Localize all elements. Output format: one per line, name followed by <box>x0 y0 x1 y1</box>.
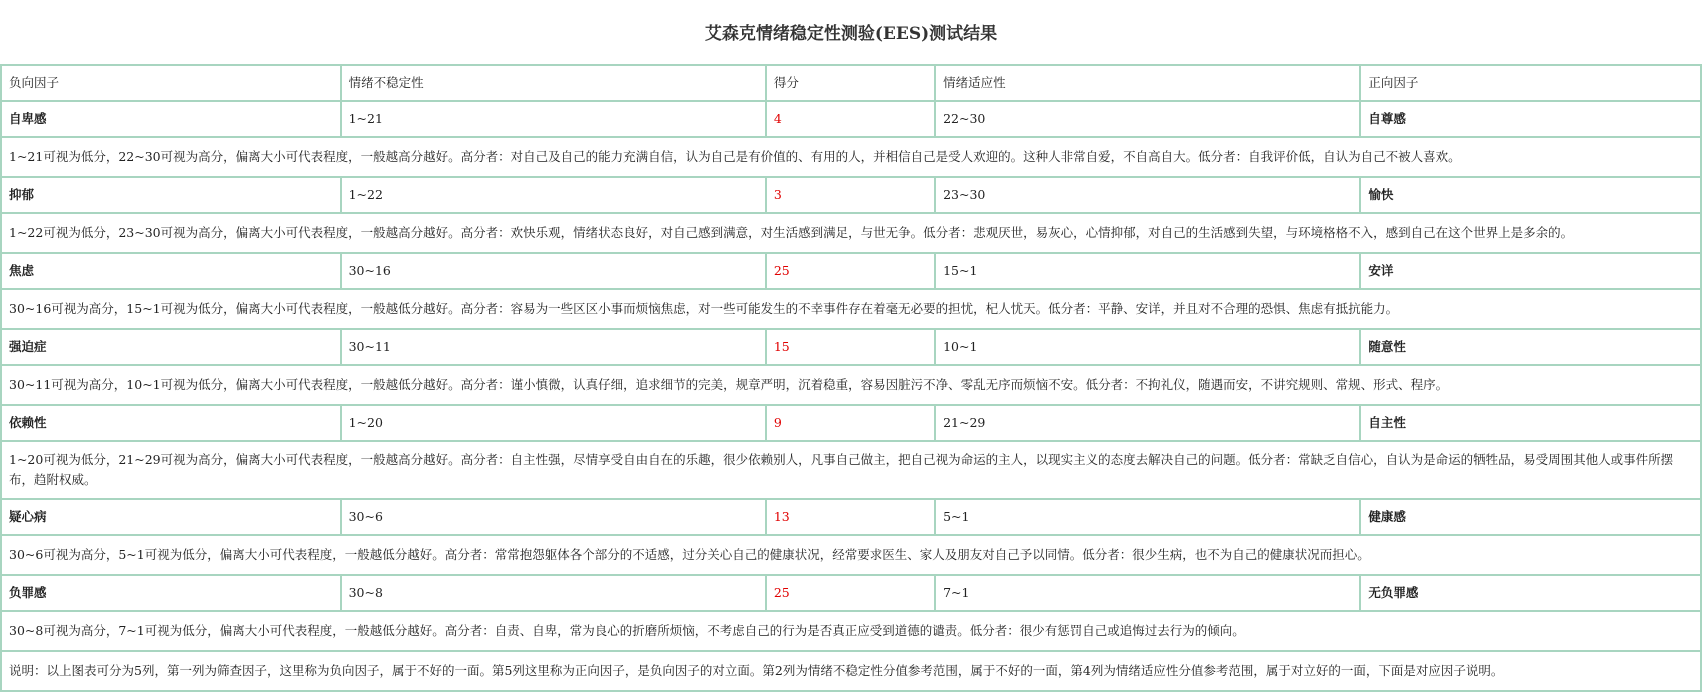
adaptability-range: 15~1 <box>935 253 1360 289</box>
score-value: 15 <box>766 329 935 365</box>
factor-description-row <box>1 213 1701 253</box>
factor-description-row <box>1 137 1701 177</box>
note-text: 说明：以上图表可分为5列，第一列为筛查因子，这里称为负向因子，属于不好的一面。第5列这里称为正向因子，是负向因子的对立面。第2列为情绪不稳定性分值参考范围，属于不好的一面，第4列为情绪适应性分值参考范围，属于对立好的一面，下面是对应因子说明。 <box>1 651 1701 691</box>
negative-factor: 抑郁 <box>1 177 341 213</box>
instability-range: 30~16 <box>341 253 766 289</box>
negative-factor: 焦虑 <box>1 253 341 289</box>
score-value: 3 <box>766 177 935 213</box>
factor-description-row <box>1 535 1701 575</box>
negative-factor: 强迫症 <box>1 329 341 365</box>
factor-description: 30~11可视为高分，10~1可视为低分，偏离大小可代表程度，一般越低分越好。高分者：谨小慎微，认真仔细，追求细节的完美，规章严明，沉着稳重，容易因脏污不净、零乱无序而烦恼不安。低分者：不拘礼仪，随遇而安，不讲究规则、常规、形式、程序。 <box>1 365 1701 405</box>
adaptability-range: 23~30 <box>935 177 1360 213</box>
negative-factor: 依赖性 <box>1 405 341 441</box>
header-positive-factor: 正向因子 <box>1360 65 1701 101</box>
score-value: 25 <box>766 253 935 289</box>
page-title: 艾森克情绪稳定性测验(EES)测试结果 <box>704 24 998 44</box>
factor-row <box>1 575 1701 611</box>
adaptability-range: 5~1 <box>935 499 1360 535</box>
factor-description-row <box>1 289 1701 329</box>
header-row <box>1 65 1701 101</box>
factor-row <box>1 253 1701 289</box>
positive-factor: 健康感 <box>1360 499 1701 535</box>
factor-row <box>1 405 1701 441</box>
factor-row <box>1 177 1701 213</box>
header-emotional-instability: 情绪不稳定性 <box>341 65 766 101</box>
factor-description: 1~22可视为低分，23~30可视为高分，偏离大小可代表程度，一般越高分越好。高分者：欢快乐观，情绪状态良好，对自己感到满意，对生活感到满足，与世无争。低分者：悲观厌世，易灰心，心情抑郁，对自己的生活感到失望，与环境格格不入，感到自己在这个世界上是多余的。 <box>1 213 1701 253</box>
factor-row <box>1 101 1701 137</box>
header-negative-factor: 负向因子 <box>1 65 341 101</box>
header-emotional-adaptability: 情绪适应性 <box>935 65 1360 101</box>
score-value: 9 <box>766 405 935 441</box>
score-value: 4 <box>766 101 935 137</box>
factor-row <box>1 329 1701 365</box>
instability-range: 30~11 <box>341 329 766 365</box>
score-value: 25 <box>766 575 935 611</box>
positive-factor: 愉快 <box>1360 177 1701 213</box>
factor-description: 1~20可视为低分，21~29可视为高分，偏离大小可代表程度，一般越高分越好。高分者：自主性强，尽情享受自由自在的乐趣，很少依赖别人，凡事自己做主，把自己视为命运的主人，以现实主义的态度去解决自己的问题。低分者：常缺乏自信心，自认为是命运的牺牲品，易受周围其他人或事件所摆布，趋附权威。 <box>1 441 1701 499</box>
positive-factor: 自尊感 <box>1360 101 1701 137</box>
positive-factor: 无负罪感 <box>1360 575 1701 611</box>
score-value: 13 <box>766 499 935 535</box>
instability-range: 1~21 <box>341 101 766 137</box>
factor-description-row <box>1 365 1701 405</box>
factor-description: 1~21可视为低分，22~30可视为高分，偏离大小可代表程度，一般越高分越好。高分者：对自己及自己的能力充满自信，认为自己是有价值的、有用的人，并相信自己是受人欢迎的。这种人非常自爱，不自高自大。低分者：自我评价低，自认为自己不被人喜欢。 <box>1 137 1701 177</box>
factor-description-row <box>1 611 1701 651</box>
note-row <box>1 651 1701 691</box>
negative-factor: 自卑感 <box>1 101 341 137</box>
negative-factor: 负罪感 <box>1 575 341 611</box>
instability-range: 30~8 <box>341 575 766 611</box>
adaptability-range: 7~1 <box>935 575 1360 611</box>
factor-description: 30~6可视为高分，5~1可视为低分，偏离大小可代表程度，一般越低分越好。高分者：常常抱怨躯体各个部分的不适感，过分关心自己的健康状况，经常要求医生、家人及朋友对自己予以同情。低分者：很少生病，也不为自己的健康状况而担心。 <box>1 535 1701 575</box>
positive-factor: 安详 <box>1360 253 1701 289</box>
header-score: 得分 <box>766 65 935 101</box>
negative-factor: 疑心病 <box>1 499 341 535</box>
adaptability-range: 21~29 <box>935 405 1360 441</box>
instability-range: 1~22 <box>341 177 766 213</box>
instability-range: 30~6 <box>341 499 766 535</box>
instability-range: 1~20 <box>341 405 766 441</box>
factor-description: 30~8可视为高分，7~1可视为低分，偏离大小可代表程度，一般越低分越好。高分者：自责、自卑，常为良心的折磨所烦恼，不考虑自己的行为是否真正应受到道德的谴责。低分者：很少有惩罚自己或追悔过去行为的倾向。 <box>1 611 1701 651</box>
result-table <box>0 64 1702 692</box>
factor-description-row <box>1 441 1701 499</box>
positive-factor: 自主性 <box>1360 405 1701 441</box>
adaptability-range: 22~30 <box>935 101 1360 137</box>
factor-row <box>1 499 1701 535</box>
positive-factor: 随意性 <box>1360 329 1701 365</box>
factor-description: 30~16可视为高分，15~1可视为低分，偏离大小可代表程度，一般越低分越好。高分者：容易为一些区区小事而烦恼焦虑，对一些可能发生的不幸事件存在着毫无必要的担忧，杞人忧天。低分者：平静、安详，并且对不合理的恐惧、焦虑有抵抗能力。 <box>1 289 1701 329</box>
adaptability-range: 10~1 <box>935 329 1360 365</box>
